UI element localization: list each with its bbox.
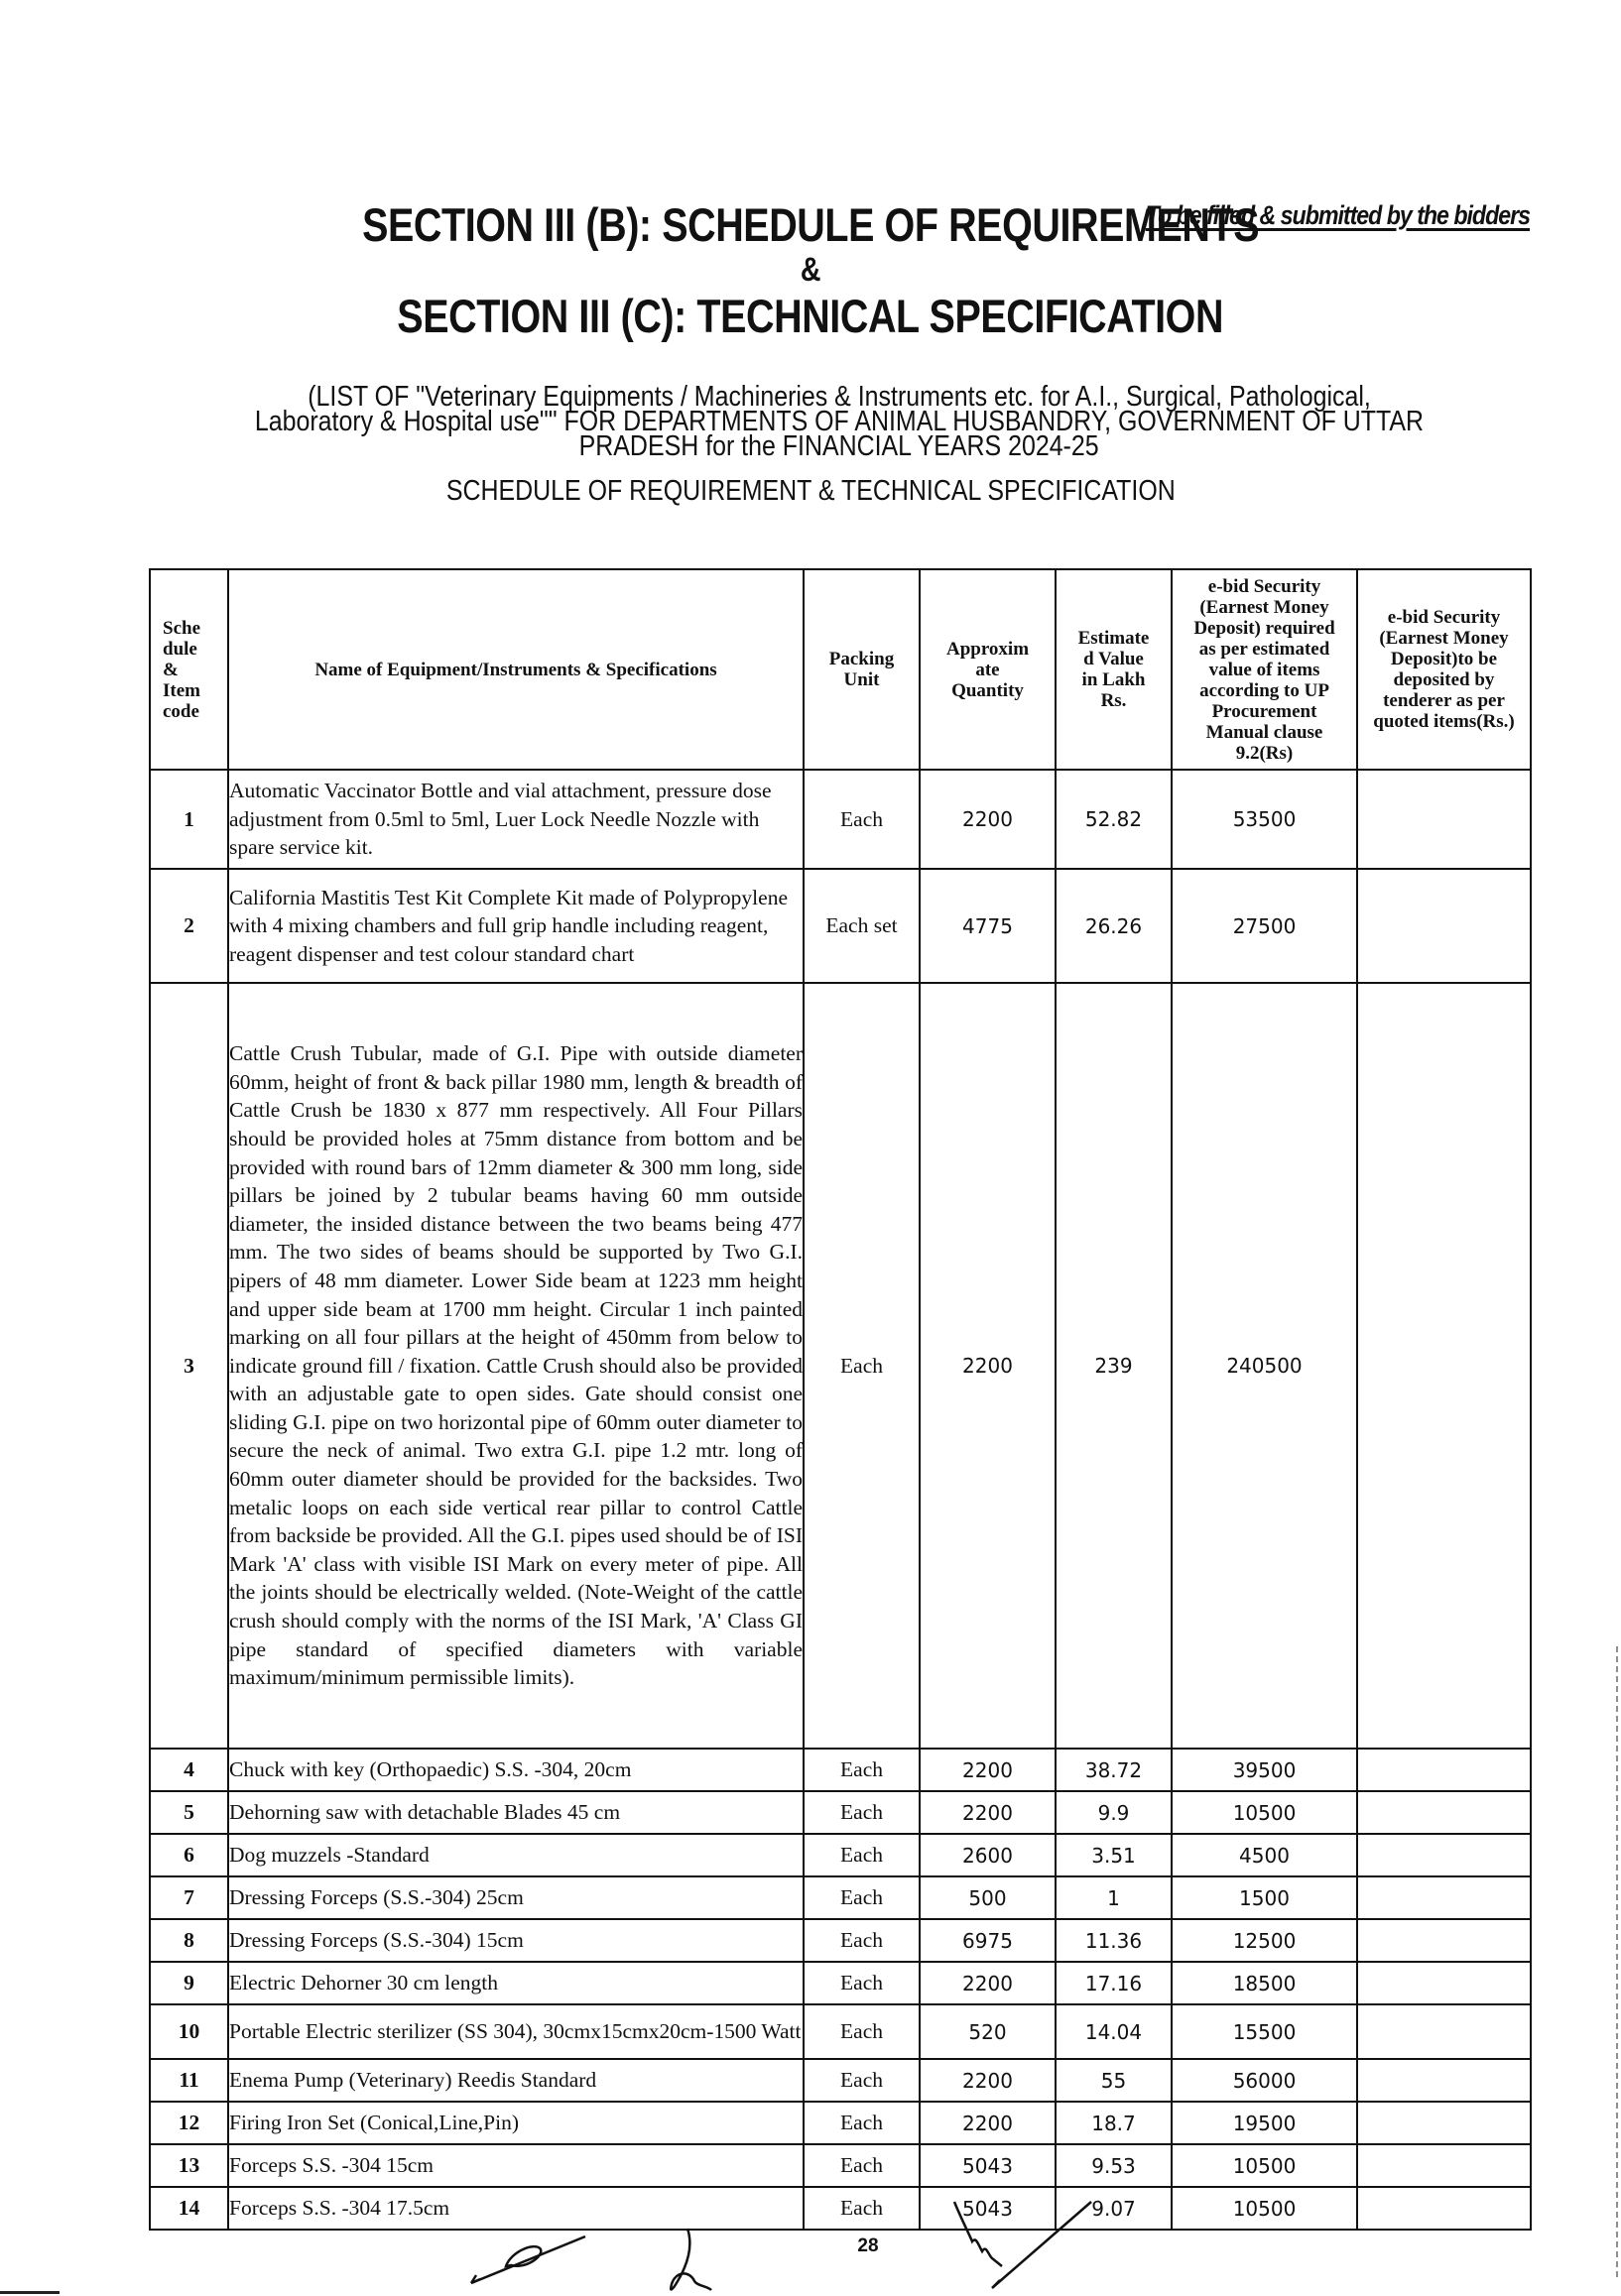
quantity-cell: 2600 [920,1834,1056,1876]
emd-required-cell: 1500 [1172,1876,1357,1919]
quantity-cell: 2200 [920,1749,1056,1791]
schedule-heading [0,476,1621,506]
table-row [150,1749,1531,1791]
table-row [150,869,1531,983]
estimated-value-cell: 52.82 [1056,770,1172,869]
col-header-emd-required: e-bid Security (Earnest Money Deposit) required as per estimated value of items according to UP Procurement Manual clause 9.2(Rs) [1172,569,1357,770]
item-name-cell: Forceps S.S. -304 17.5cm [228,2187,804,2230]
item-code-cell: 8 [150,1919,228,1962]
emd-quoted-cell[interactable] [1357,1749,1531,1791]
subtitle-line-3: PRADESH for the FINANCIAL YEARS 2024-25 [579,430,1099,462]
packing-unit-cell: Each [804,2004,920,2059]
packing-unit-cell: Each [804,2187,920,2230]
list-subtitle [149,381,1530,462]
packing-unit-cell: Each [804,983,920,1749]
emd-quoted-cell[interactable] [1357,2187,1531,2230]
section-title-b-text: SECTION III (B): SCHEDULE OF REQUIREMENTS [361,198,1259,251]
table-row [150,1919,1531,1962]
item-name-cell: Enema Pump (Veterinary) Reedis Standard [228,2059,804,2102]
item-name-cell: Electric Dehorner 30 cm length [228,1962,804,2004]
table-row [150,2004,1531,2059]
emd-quoted-cell[interactable] [1357,2004,1531,2059]
estimated-value-cell: 9.9 [1056,1791,1172,1834]
item-name-cell: Dog muzzels -Standard [228,1834,804,1876]
item-code-cell: 5 [150,1791,228,1834]
emd-quoted-cell[interactable] [1357,1834,1531,1876]
item-code-cell: 2 [150,869,228,983]
table-row [150,770,1531,869]
section-title-c [0,290,1621,342]
item-name-cell: Cattle Crush Tubular, made of G.I. Pipe with outside diameter 60mm, height of front & back pillar 1980 mm, length & breadth of Cattle Crush be 1830 x 877 mm respectively. All Four Pillars should be provided holes at 75mm distance from bottom and be provided with round bars of 12mm diameter & 300 mm long, side pillars be joined by 2 tubular beams having 60 mm outside diameter, the insided distance between the two beams being 477 mm. The two sides of beams should be supported by Two G.I. pipers of 48 mm diameter. Lower Side beam at 1223 mm height and upper side beam at 1700 mm height. Circular 1 inch painted marking on all four pillars at the height of 450mm from below to indicate ground fill / fixation. Cattle Crush should also be provided with an adjustable gate to open sides. Gate should consist one sliding G.I. pipe on two horizontal pipe of 60mm outer diameter to secure the neck of animal. Two extra G.I. pipe 1.2 mtr. long of 60mm outer diameter should be provided for the backsides. Two metalic loops on each side vertical rear pillar to control Cattle from backside be provided. All the G.I. pipes used should be of ISI Mark 'A' class with visible ISI Mark on every meter of pipe. All the joints should be electrically welded. (Note-Weight of the cattle crush should comply with the norms of the ISI Mark, 'A' Class GI pipe standard of specified diameters with variable maximum/minimum permissible limits). [228,983,804,1749]
item-code-cell: 12 [150,2102,228,2144]
estimated-value-cell: 14.04 [1056,2004,1172,2059]
signature-2-icon [660,2227,729,2296]
item-code-cell: 11 [150,2059,228,2102]
scan-edge-line [1616,1646,1618,2281]
item-code-cell: 10 [150,2004,228,2059]
emd-required-cell: 15500 [1172,2004,1357,2059]
emd-quoted-cell[interactable] [1357,869,1531,983]
emd-required-cell: 39500 [1172,1749,1357,1791]
packing-unit-cell: Each [804,770,920,869]
item-name-cell: Dressing Forceps (S.S.-304) 25cm [228,1876,804,1919]
signature-1-icon [466,2232,595,2291]
item-code-cell: 1 [150,770,228,869]
emd-required-cell: 10500 [1172,2187,1357,2230]
emd-required-cell: 27500 [1172,869,1357,983]
table-row [150,2187,1531,2230]
item-code-cell: 6 [150,1834,228,1876]
item-code-cell: 9 [150,1962,228,2004]
packing-unit-cell: Each [804,1876,920,1919]
estimated-value-cell: 38.72 [1056,1749,1172,1791]
estimated-value-cell: 239 [1056,983,1172,1749]
emd-required-cell: 10500 [1172,2144,1357,2187]
emd-quoted-cell[interactable] [1357,2102,1531,2144]
packing-unit-cell: Each set [804,869,920,983]
item-code-cell: 13 [150,2144,228,2187]
emd-required-cell: 240500 [1172,983,1357,1749]
emd-required-cell: 56000 [1172,2059,1357,2102]
item-name-cell: Firing Iron Set (Conical,Line,Pin) [228,2102,804,2144]
estimated-value-cell: 17.16 [1056,1962,1172,2004]
estimated-value-cell: 9.07 [1056,2187,1172,2230]
quantity-cell: 6975 [920,1919,1056,1962]
table-header-row [150,569,1531,770]
quantity-cell: 2200 [920,770,1056,869]
table-row [150,1876,1531,1919]
title-ampersand-text: & [800,251,821,289]
estimated-value-cell: 18.7 [1056,2102,1172,2144]
item-name-cell: Automatic Vaccinator Bottle and vial attachment, pressure dose adjustment from 0.5ml to 5ml, Luer Lock Needle Nozzle with spare service kit. [228,770,804,869]
table-row [150,1791,1531,1834]
packing-unit-cell: Each [804,1834,920,1876]
item-name-cell: Chuck with key (Orthopaedic) S.S. -304, 20cm [228,1749,804,1791]
quantity-cell: 2200 [920,1962,1056,2004]
quantity-cell: 2200 [920,2102,1056,2144]
subtitle-line-1: (LIST OF "Veterinary Equipments / Machineries & Instruments etc. for A.I., Surgical, Pathological, [308,381,1371,413]
quantity-cell: 4775 [920,869,1056,983]
emd-required-cell: 19500 [1172,2102,1357,2144]
packing-unit-cell: Each [804,2144,920,2187]
title-ampersand [0,253,1621,287]
col-header-item-code: Sche dule & Item code [150,569,228,770]
estimated-value-cell: 3.51 [1056,1834,1172,1876]
col-header-estimated-value: Estimate d Value in Lakh Rs. [1056,569,1172,770]
section-title-b [0,198,1621,251]
item-name-cell: Dehorning saw with detachable Blades 45 cm [228,1791,804,1834]
item-code-cell: 3 [150,983,228,1749]
emd-quoted-cell[interactable] [1357,2059,1531,2102]
col-header-quantity: Approxim ate Quantity [920,569,1056,770]
estimated-value-cell: 9.53 [1056,2144,1172,2187]
emd-required-cell: 10500 [1172,1791,1357,1834]
col-header-name: Name of Equipment/Instruments & Specifications [228,569,804,770]
table-row [150,1834,1531,1876]
quantity-cell: 2200 [920,1791,1056,1834]
estimated-value-cell: 1 [1056,1876,1172,1919]
emd-quoted-cell[interactable] [1357,770,1531,869]
estimated-value-cell: 26.26 [1056,869,1172,983]
table-row [150,1962,1531,2004]
table-row [150,2059,1531,2102]
table-row [150,2144,1531,2187]
packing-unit-cell: Each [804,1749,920,1791]
emd-quoted-cell[interactable] [1357,2144,1531,2187]
table-row [150,2102,1531,2144]
estimated-value-cell: 55 [1056,2059,1172,2102]
quantity-cell: 5043 [920,2187,1056,2230]
emd-quoted-cell[interactable] [1357,1876,1531,1919]
emd-quoted-cell[interactable] [1357,1791,1531,1834]
packing-unit-cell: Each [804,2059,920,2102]
packing-unit-cell: Each [804,2102,920,2144]
packing-unit-cell: Each [804,1791,920,1834]
scan-corner-mark [0,2291,60,2294]
signature-3-icon [952,2197,1101,2291]
bidder-instruction-note: To be filled & submitted by the bidders [1145,200,1530,230]
subtitle-line-2: Laboratory & Hospital use"" FOR DEPARTMENTS OF ANIMAL HUSBANDRY, GOVERNMENT OF UTTAR [254,406,1425,437]
estimated-value-cell: 11.36 [1056,1919,1172,1962]
emd-quoted-cell[interactable] [1357,983,1531,1749]
quantity-cell: 520 [920,2004,1056,2059]
quantity-cell: 5043 [920,2144,1056,2187]
emd-quoted-cell[interactable] [1357,1962,1531,2004]
item-code-cell: 7 [150,1876,228,1919]
item-name-cell: Portable Electric sterilizer (SS 304), 30cmx15cmx20cm-1500 Watt [228,2004,804,2059]
emd-required-cell: 53500 [1172,770,1357,869]
quantity-cell: 500 [920,1876,1056,1919]
col-header-packing-unit: Packing Unit [804,569,920,770]
quantity-cell: 2200 [920,2059,1056,2102]
page-number: 28 [857,2236,879,2256]
packing-unit-cell: Each [804,1919,920,1962]
section-title-c-text: SECTION III (C): TECHNICAL SPECIFICATION [397,290,1224,342]
packing-unit-cell: Each [804,1962,920,2004]
item-code-cell: 4 [150,1749,228,1791]
schedule-table [149,568,1532,2231]
schedule-heading-text: SCHEDULE OF REQUIREMENT & TECHNICAL SPECIFICATION [445,475,1176,507]
emd-required-cell: 4500 [1172,1834,1357,1876]
emd-required-cell: 18500 [1172,1962,1357,2004]
item-name-cell: California Mastitis Test Kit Complete Kit made of Polypropylene with 4 mixing chambers and full grip handle including reagent, reagent dispenser and test colour standard chart [228,869,804,983]
quantity-cell: 2200 [920,983,1056,1749]
item-name-cell: Dressing Forceps (S.S.-304) 15cm [228,1919,804,1962]
emd-required-cell: 12500 [1172,1919,1357,1962]
item-code-cell: 14 [150,2187,228,2230]
item-name-cell: Forceps S.S. -304 15cm [228,2144,804,2187]
col-header-emd-quoted: e-bid Security (Earnest Money Deposit)to be deposited by tenderer as per quoted items(Rs.) [1357,569,1531,770]
emd-quoted-cell[interactable] [1357,1919,1531,1962]
table-row [150,983,1531,1749]
